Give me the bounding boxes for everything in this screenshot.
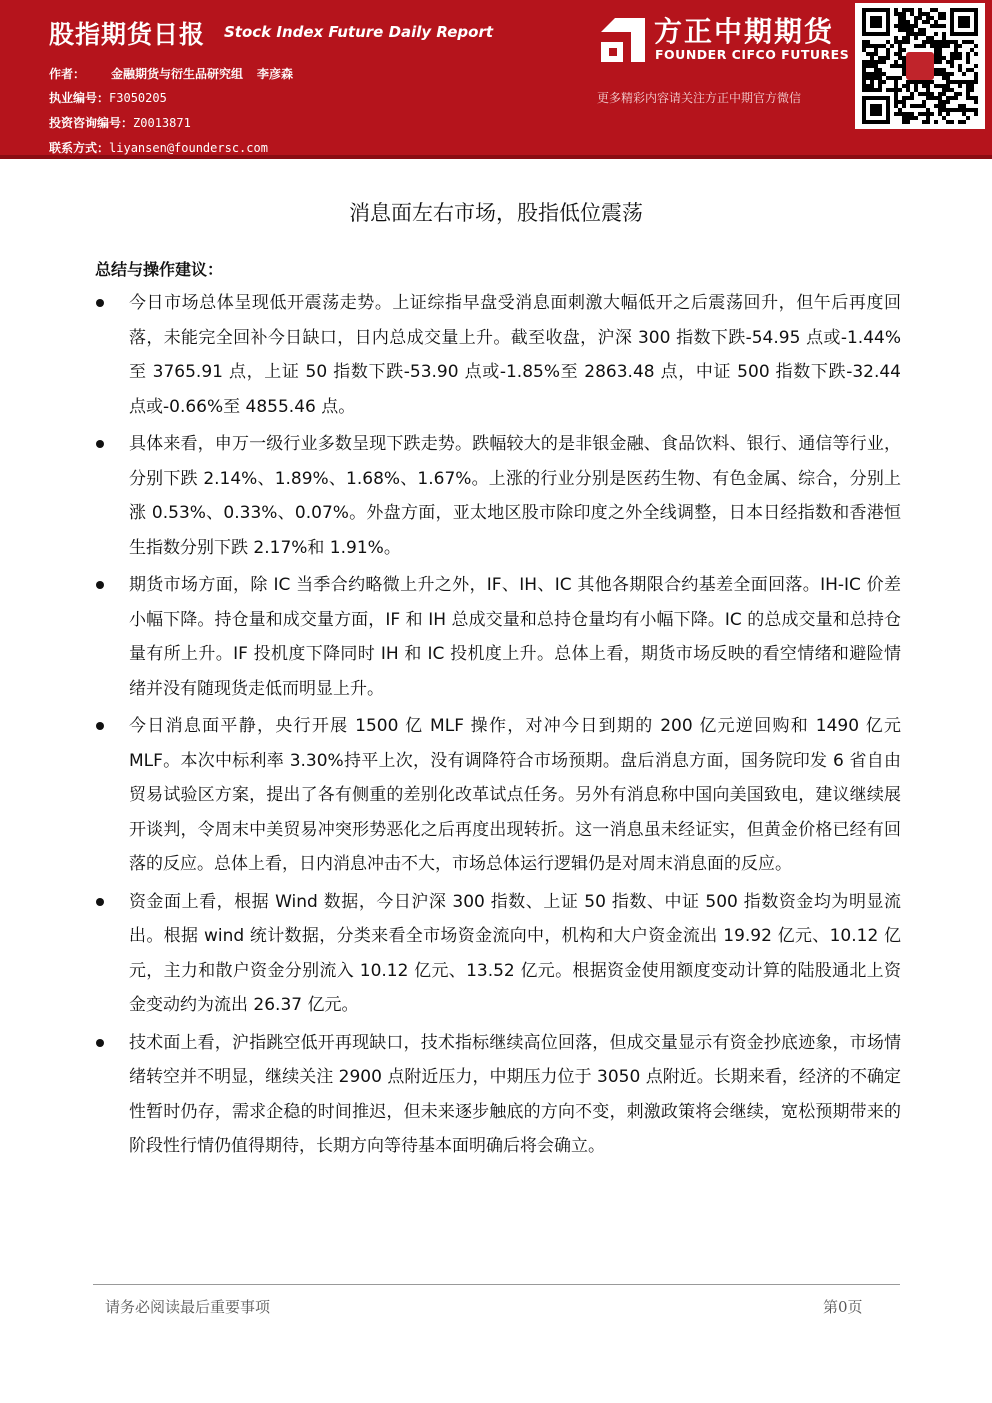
- logo-text-cn: 方正中期期货: [654, 15, 835, 48]
- wechat-qr-code-icon: [855, 3, 985, 129]
- report-title-cn: 股指期货日报: [49, 20, 206, 49]
- contact-value: liyansen@foundersc.com: [109, 141, 268, 155]
- license-line: [49, 89, 167, 106]
- contact-line: [49, 139, 268, 156]
- bullet-text: 今日市场总体呈现低开震荡走势。上证综指早盘受消息面刺激大幅低开之后震荡回升，但午后再度回落，未能完全回补今日缺口，日内总成交量上升。截至收盘，沪深 300 指数下跌-54.95 点或-1.44%至 3765.91 点，上证 50 指数下跌-53.90 点或-1.85%至 2863.48 点，中证 500 指数下跌-32.44 点或-0.66%至 4855.46 点。: [129, 293, 901, 417]
- wechat-note: 更多精彩内容请关注方正中期官方微信: [597, 91, 802, 105]
- license-label: 执业编号：: [49, 91, 110, 105]
- author-label: 作者：: [49, 67, 86, 81]
- bullet-item: [93, 885, 901, 1023]
- page-number: 第0页: [823, 1298, 863, 1316]
- author-org: 金融期货与衍生品研究组: [111, 67, 244, 81]
- bullet-text: 今日消息面平静，央行开展 1500 亿 MLF 操作，对冲今日到期的 200 亿元逆回购和 1490 亿元 MLF。本次中标利率 3.30%持平上次，没有调降符合市场预期。盘后消息方面，国务院印发 6 省自由贸易试验区方案，提出了各有侧重的差别化改革试点任务。另外有消息称中国向美国致电，建议继续展开谈判，令周末中美贸易冲突形势恶化之后再度出现转折。这一消息虽未经证实，但黄金价格已经有回落的反应。总体上看，日内消息冲击不大，市场总体运行逻辑仍是对周末消息面的反应。: [129, 716, 901, 874]
- bullet-item: [93, 1026, 901, 1164]
- footer-disclaimer-note: 请务必阅读最后重要事项: [105, 1298, 271, 1316]
- bullet-text: 期货市场方面，除 IC 当季合约略微上升之外，IF、IH、IC 其他各期限合约基差全面回落。IH-IC 价差小幅下降。持仓量和成交量方面，IF 和 IH 总成交量和总持仓量均有小幅下降。IC 的总成交量和总持仓量有所上升。IF 投机度下降同时 IH 和 IC 投机度上升。总体上看，期货市场反映的看空情绪和避险情绪并没有随现货走低而明显上升。: [129, 575, 901, 699]
- contact-label: 联系方式：: [49, 141, 110, 155]
- document-title: 消息面左右市场，股指低位震荡: [349, 201, 643, 225]
- bullet-dot-icon: [96, 440, 104, 448]
- logo-text-en: FOUNDER CIFCO FUTURES: [655, 47, 850, 62]
- bullet-text: 技术面上看，沪指跳空低开再现缺口，技术指标继续高位回落，但成交量显示有资金抄底迹象，市场情绪转空并不明显，继续关注 2900 点附近压力，中期压力位于 3050 点附近。长期来看，经济的不确定性暂时仍存，需求企稳的时间推迟，但未来逐步触底的方向不变，刺激政策将会继续，宽松预期带来的阶段性行情仍值得期待，长期方向等待基本面明确后将会确立。: [129, 1032, 901, 1156]
- report-title-en: Stock Index Future Daily Report: [224, 23, 494, 41]
- advisory-label: 投资咨询编号：: [49, 116, 134, 130]
- bullet-item: [93, 709, 901, 882]
- author-line: [49, 65, 293, 82]
- bullet-dot-icon: [96, 1039, 104, 1047]
- footer-divider: [93, 1284, 900, 1285]
- author-name: 李彦森: [257, 67, 294, 81]
- bullet-item: [93, 286, 901, 424]
- bullet-text: 具体来看，申万一级行业多数呈现下跌走势。跌幅较大的是非银金融、食品饮料、银行、通信等行业，分别下跌 2.14%、1.89%、1.68%、1.67%。上涨的行业分别是医药生物、有色金属、综合，分别上涨 0.53%、0.33%、0.07%。外盘方面，亚太地区股市除印度之外全线调整，日本日经指数和香港恒生指数分别下跌 2.17%和 1.91%。: [129, 434, 901, 558]
- bullet-dot-icon: [96, 898, 104, 906]
- license-value: F3050205: [109, 91, 167, 105]
- bullet-dot-icon: [96, 722, 104, 730]
- header-divider: [0, 155, 992, 159]
- advisory-value: Z0013871: [133, 116, 191, 130]
- bullet-text: 资金面上看，根据 Wind 数据，今日沪深 300 指数、上证 50 指数、中证 500 指数资金均为明显流出。根据 wind 统计数据，分类来看全市场资金流向中，机构和大户资金流出 19.92 亿元、10.12 亿元，主力和散户资金分别流入 10.12 亿元、13.52 亿元。根据资金使用额度变动计算的陆股通北上资金变动约为流出 26.37 亿元。: [129, 891, 901, 1015]
- bullet-item: [93, 427, 901, 565]
- section-heading: 总结与操作建议：: [95, 260, 224, 279]
- founder-logo-icon: [601, 18, 645, 62]
- report-header: [0, 0, 992, 155]
- bullet-dot-icon: [96, 581, 104, 589]
- advisory-line: [49, 114, 191, 131]
- bullet-dot-icon: [96, 299, 104, 307]
- bullet-item: [93, 568, 901, 706]
- summary-bullet-list: [93, 286, 901, 1167]
